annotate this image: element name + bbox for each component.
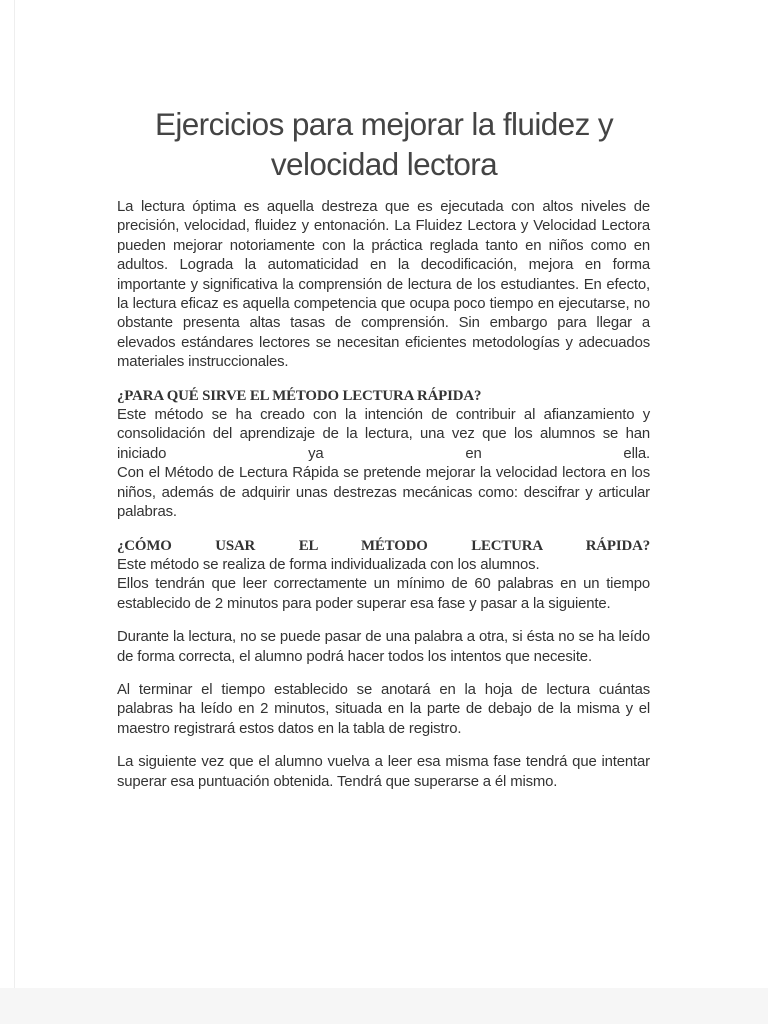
section2-paragraph-2: Ellos tendrán que leer correctamente un mínimo de 60 palabras en un tiempo establecido de 2 minutos para poder superar esa fase y pasar a la siguiente. bbox=[117, 576, 650, 612]
section2-paragraph-1: Este método se realiza de forma individualizada con los alumnos. bbox=[117, 556, 540, 573]
section2-paragraph-3: Durante la lectura, no se puede pasar de una palabra a otra, si ésta no se ha leído de forma correcta, el alumno podrá hacer todos los intentos que necesite. bbox=[117, 629, 650, 665]
section1-paragraph-1: Este método se ha creado con la intención de contribuir al afianzamiento y consolidación del aprendizaje de la lectura, una vez que los alumnos se han iniciado ya en ella. bbox=[117, 407, 650, 462]
section-heading-para-que-sirve: ¿PARA QUÉ SIRVE EL MÉTODO LECTURA RÁPIDA? bbox=[117, 387, 482, 404]
page-bottom-margin bbox=[0, 988, 768, 1024]
section2-paragraph-5: La siguiente vez que el alumno vuelva a leer esa misma fase tendrá que intentar superar esa puntuación obtenida. Tendrá que superarse a él mismo. bbox=[117, 754, 650, 790]
page-left-edge bbox=[14, 0, 15, 988]
section-heading-como-usar: ¿CÓMO USAR EL MÉTODO LECTURA RÁPIDA? bbox=[117, 537, 650, 554]
section1-paragraph-2: Con el Método de Lectura Rápida se pretende mejorar la velocidad lectora en los niños, además de adquirir unas destrezas mecánicas como: descifrar y articular palabras. bbox=[117, 465, 650, 521]
section2-paragraph-4: Al terminar el tiempo establecido se anotará en la hoja de lectura cuántas palabras ha leído en 2 minutos, situada en la parte de debajo de la misma y el maestro registrará estos datos en la tabla de registro. bbox=[117, 681, 650, 737]
intro-paragraph: La lectura óptima es aquella destreza que es ejecutada con altos niveles de precisión, velocidad, fluidez y entonación. La Fluidez Lectora y Velocidad Lectora pueden mejorar notoriamente con la práctica reglada tanto en niños como en adultos. Lograda la automaticidad en la decodificación, mejora en forma importante y significativa la comprensión de lectura de los estudiantes. En efecto, la lectura eficaz es aquella competencia que ocupa poco tiempo en ejecutarse, no obstante presenta altas tasas de comprensión. Sin embargo para llegar a elevados estándares lectores se necesitan eficientes metodologías y adecuados materiales instruccionales. bbox=[117, 199, 650, 371]
document-body bbox=[117, 198, 650, 792]
document-title: Ejercicios para mejorar la fluidez y velocidad lectora bbox=[154, 106, 614, 182]
